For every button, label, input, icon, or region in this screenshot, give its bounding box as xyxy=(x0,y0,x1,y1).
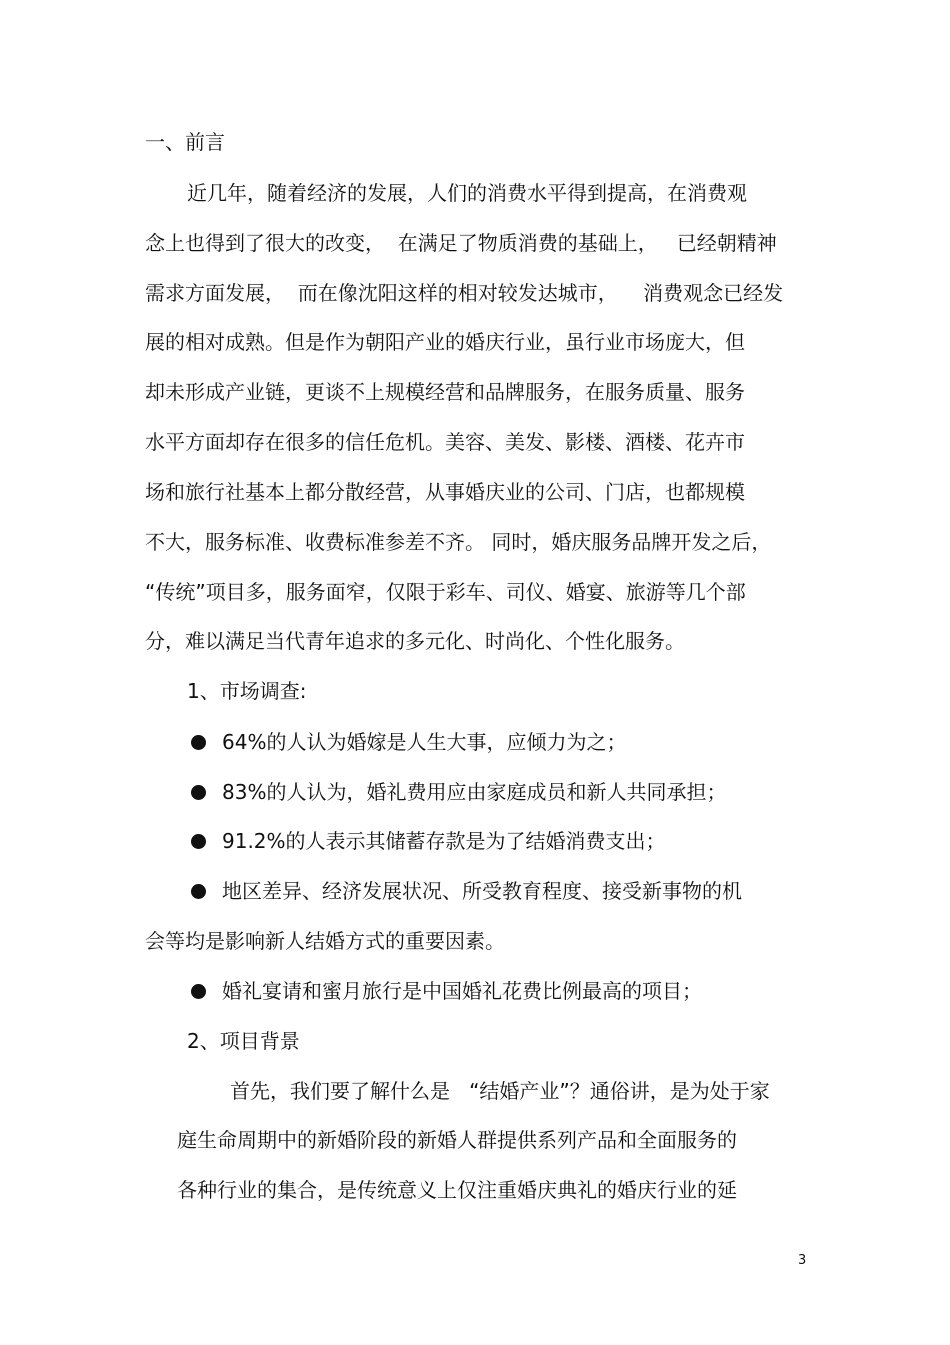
section-heading: 一、前言 xyxy=(145,130,225,154)
bullet-text: 婚礼宴请和蜜月旅行是中国婚礼花费比例最高的项目； xyxy=(222,979,702,1003)
bullet-text: 91.2%的人表示其储蓄存款是为了结婚消费支出； xyxy=(222,829,666,853)
intro-line: 却未形成产业链，更谈不上规模经营和品牌服务，在服务质量、服务 xyxy=(145,380,745,404)
intro-line: “传统”项目多，服务面窄，仅限于彩车、司仪、婚宴、旅游等几个部 xyxy=(145,580,746,604)
intro-line: 需求方面发展， 而在像沈阳这样的相对较发达城市， 消费观念已经发 xyxy=(145,281,784,305)
intro-line: 场和旅行社基本上都分散经营，从事婚庆业的公司、门店，也都规模 xyxy=(145,480,745,504)
intro-line: 分，难以满足当代青年追求的多元化、时尚化、个性化服务。 xyxy=(145,629,685,653)
subsection-heading: 2、项目背景 xyxy=(187,1029,300,1053)
background-line: 庭生命周期中的新婚阶段的新婚人群提供系列产品和全面服务的 xyxy=(177,1128,737,1152)
bullet-dot xyxy=(191,785,206,800)
bullet-dot xyxy=(191,834,206,849)
background-line: 各种行业的集合，是传统意义上仅注重婚庆典礼的婚庆行业的延 xyxy=(177,1178,737,1202)
bullet-text-continuation: 会等均是影响新人结婚方式的重要因素。 xyxy=(145,929,505,953)
intro-line: 近几年，随着经济的发展，人们的消费水平得到提高，在消费观 xyxy=(187,181,747,205)
page-number: 3 xyxy=(798,1253,807,1268)
bullet-text: 64%的人认为婚嫁是人生大事，应倾力为之； xyxy=(222,730,627,754)
bullet-dot xyxy=(191,735,206,750)
bullet-text: 地区差异、经济发展状况、所受教育程度、接受新事物的机 xyxy=(222,879,742,903)
intro-line: 水平方面却存在很多的信任危机。美容、美发、影楼、酒楼、花卉市 xyxy=(145,430,745,454)
bullet-dot xyxy=(191,984,206,999)
background-line: 首先，我们要了解什么是 “结婚产业”？通俗讲，是为处于家 xyxy=(230,1079,770,1103)
bullet-text: 83%的人认为，婚礼费用应由家庭成员和新人共同承担； xyxy=(222,780,727,804)
subsection-heading: 1、市场调查: xyxy=(187,679,307,703)
intro-line: 念上也得到了很大的改变， 在满足了物质消费的基础上， 已经朝精神 xyxy=(145,231,777,255)
bullet-dot xyxy=(191,884,206,899)
intro-line: 展的相对成熟。但是作为朝阳产业的婚庆行业，虽行业市场庞大，但 xyxy=(145,330,745,354)
intro-line: 不大，服务标准、收费标准参差不齐。 同时，婚庆服务品牌开发之后， xyxy=(145,530,772,554)
